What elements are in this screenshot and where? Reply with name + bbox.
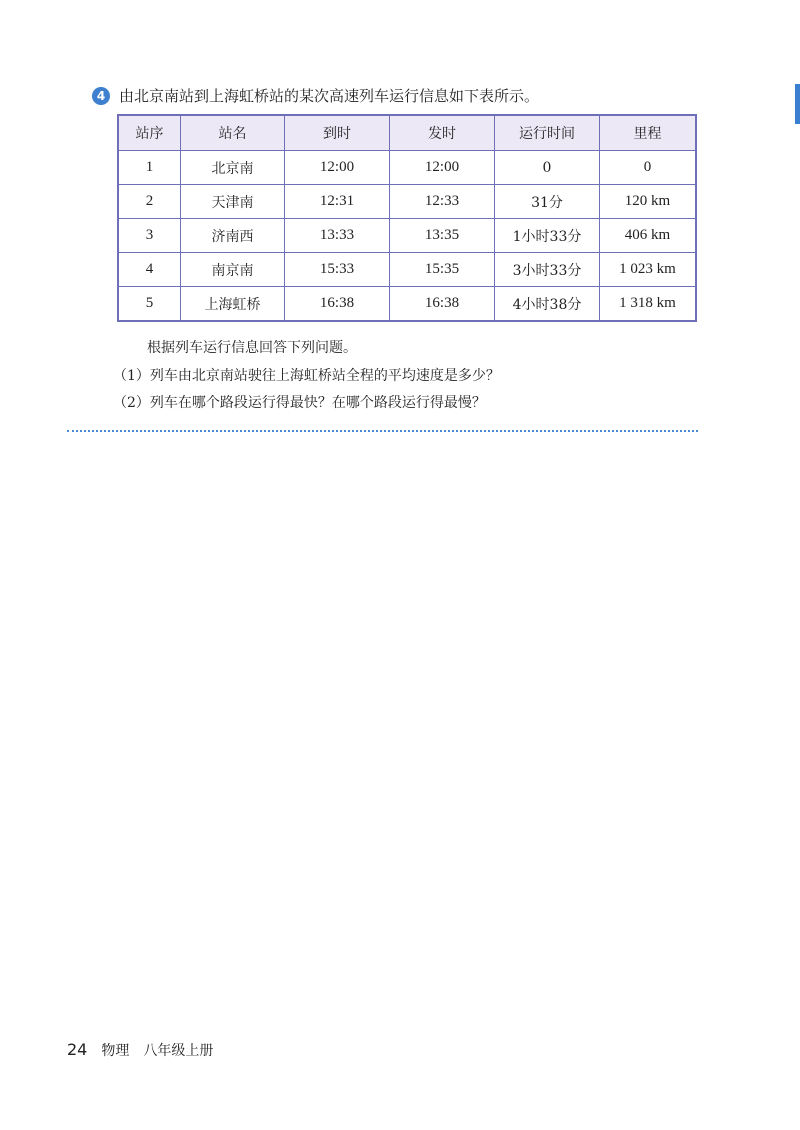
- table-cell: 16:38: [285, 287, 390, 322]
- section-divider: [67, 430, 698, 432]
- table-header-cell: 里程: [600, 115, 697, 151]
- table-cell: 天津南: [181, 185, 285, 219]
- table-cell: 2: [118, 185, 181, 219]
- table-header-cell: 到时: [285, 115, 390, 151]
- table-cell: 13:33: [285, 219, 390, 253]
- side-edge-tab: [795, 84, 800, 124]
- table-cell: 5: [118, 287, 181, 322]
- book-label: 八年级上册: [143, 1043, 214, 1059]
- table-cell: 31分: [495, 185, 600, 219]
- table-cell: 1: [118, 151, 181, 185]
- table-cell: 12:31: [285, 185, 390, 219]
- table-cell: 12:33: [390, 185, 495, 219]
- table-row: [118, 185, 696, 219]
- table-cell: 0: [495, 151, 600, 185]
- table-cell: 13:35: [390, 219, 495, 253]
- table-cell: 15:35: [390, 253, 495, 287]
- table-header-cell: 运行时间: [495, 115, 600, 151]
- table-header-cell: 发时: [390, 115, 495, 151]
- page-footer: [67, 1040, 213, 1060]
- question-text: 由北京南站到上海虹桥站的某次高速列车运行信息如下表所示。: [119, 87, 540, 105]
- table-cell: 12:00: [390, 151, 495, 185]
- table-cell: 3小时33分: [495, 253, 600, 287]
- page-number: 24: [67, 1040, 88, 1059]
- table-row: [118, 253, 696, 287]
- table-cell: 上海虹桥: [181, 287, 285, 322]
- table-cell: 1 023 km: [600, 253, 697, 287]
- table-cell: 0: [600, 151, 697, 185]
- table-cell: 1小时33分: [495, 219, 600, 253]
- table-cell: 北京南: [181, 151, 285, 185]
- table-cell: 4小时38分: [495, 287, 600, 322]
- table-row: [118, 287, 696, 322]
- table-cell: 济南西: [181, 219, 285, 253]
- subject-label: 物理: [101, 1043, 130, 1059]
- table-header-row: [118, 115, 696, 151]
- table-cell: 120 km: [600, 185, 697, 219]
- table-cell: 1 318 km: [600, 287, 697, 322]
- table-cell: 3: [118, 219, 181, 253]
- table-cell: 406 km: [600, 219, 697, 253]
- instruction-text: 根据列车运行信息回答下列问题。: [147, 340, 357, 356]
- question-number-badge: 4: [92, 87, 110, 105]
- table-row: [118, 151, 696, 185]
- question-heading: [92, 86, 539, 106]
- table-cell: 南京南: [181, 253, 285, 287]
- sub-question-2: （2）列车在哪个路段运行得最快？在哪个路段运行得最慢？: [113, 395, 486, 411]
- table-cell: 15:33: [285, 253, 390, 287]
- table-row: [118, 219, 696, 253]
- train-schedule-table: [117, 114, 697, 322]
- table-cell: 16:38: [390, 287, 495, 322]
- table-header-cell: 站名: [181, 115, 285, 151]
- sub-question-1: （1）列车由北京南站驶往上海虹桥站全程的平均速度是多少？: [113, 368, 500, 384]
- table-header-cell: 站序: [118, 115, 181, 151]
- table-cell: 4: [118, 253, 181, 287]
- table-cell: 12:00: [285, 151, 390, 185]
